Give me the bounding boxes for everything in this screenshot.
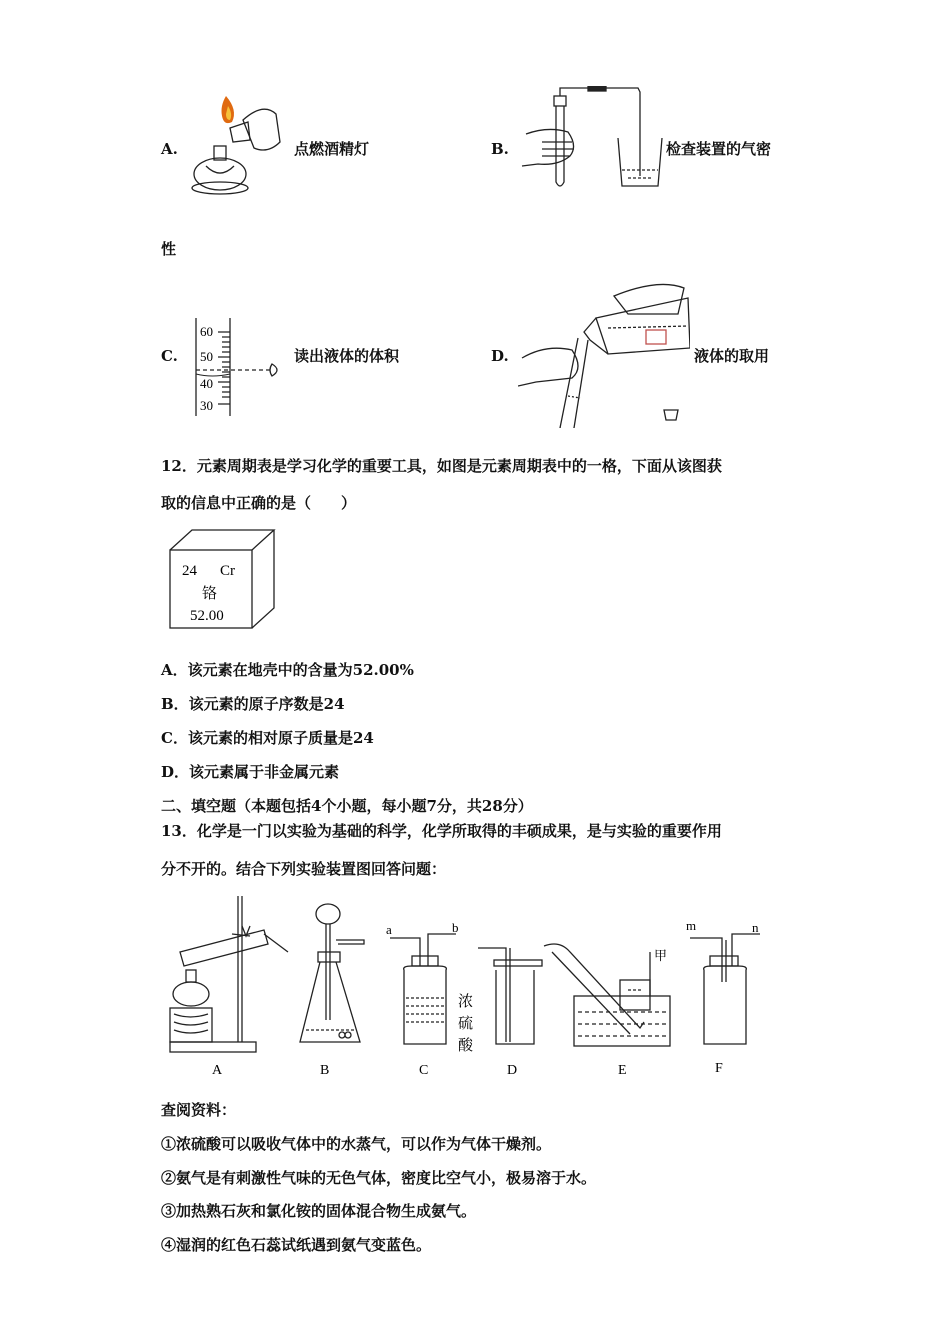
liquid-pouring-figure [518, 278, 690, 428]
eye-icon [270, 364, 277, 376]
cylinder-tick-label: 50 [200, 349, 213, 364]
cylinder-tick-label: 40 [200, 376, 213, 391]
q12-option-c: C．该元素的相对原子质量是24 [161, 729, 374, 747]
graduated-cylinder-figure [192, 318, 292, 418]
q12-option-a: A．该元素在地壳中的含量为52.00% [161, 661, 414, 679]
apparatus-label: F [715, 1061, 723, 1076]
apparatus-c [390, 934, 456, 1044]
apparatus-b [300, 904, 364, 1042]
apparatus-label: C [419, 1063, 429, 1078]
q11-option-b-letter: B. [491, 140, 509, 158]
lab-apparatus-figure [160, 890, 780, 1082]
reference-item: ④湿润的红色石蕊试纸遇到氨气变蓝色。 [161, 1236, 432, 1254]
apparatus-label: B [320, 1063, 330, 1078]
reference-item: ①浓硫酸可以吸收气体中的水蒸气，可以作为气体干燥剂。 [161, 1135, 552, 1153]
element-number: 24 [182, 563, 197, 579]
element-mass: 52.00 [190, 608, 224, 624]
q13-stem-line2: 分不开的。结合下列实验装置图回答问题： [161, 860, 447, 878]
q12-option-d: D．该元素属于非金属元素 [161, 763, 340, 781]
q11-option-d-text: 液体的取用 [694, 347, 770, 365]
q12-stem-line2: 取的信息中正确的是（ ） [161, 494, 357, 512]
alcohol-lamp-figure [188, 92, 288, 200]
q11-option-b-text: 检查装置的气密 [666, 140, 772, 158]
reference-item: ②氨气是有刺激性气味的无色气体，密度比空气小，极易溶于水。 [161, 1169, 597, 1187]
element-name: 铬 [202, 586, 218, 602]
apparatus-label: D [507, 1063, 518, 1078]
port-label-n: n [752, 920, 759, 935]
periodic-table-cell [168, 528, 278, 632]
apparatus-e [544, 944, 670, 1046]
acid-label: 硫 [458, 1016, 474, 1032]
reference-item: ③加热熟石灰和氯化铵的固体混合物生成氨气。 [161, 1202, 477, 1220]
apparatus-a [170, 896, 288, 1052]
port-label-b: b [452, 920, 459, 935]
reference-title: 查阅资料： [161, 1101, 237, 1119]
port-label-a: a [386, 922, 392, 937]
apparatus-f [690, 934, 760, 1044]
q11-option-c-text: 读出液体的体积 [294, 347, 400, 365]
apparatus-d [478, 948, 542, 1044]
label-jia: 甲 [654, 948, 668, 963]
cylinder-tick-label: 60 [200, 324, 213, 339]
q12-stem-line1: 12．元素周期表是学习化学的重要工具，如图是元素周期表中的一格，下面从该图获 [161, 457, 722, 475]
q12-option-b: B．该元素的原子序数是24 [161, 695, 345, 713]
element-symbol: Cr [220, 563, 235, 579]
section-heading: 二、填空题（本题包括4个小题，每小题7分，共28分） [161, 797, 533, 815]
q11-option-a-letter: A. [161, 140, 178, 158]
port-label-m: m [686, 918, 697, 933]
q11-option-b-text-cont: 性 [161, 240, 177, 258]
apparatus-label: E [618, 1063, 627, 1078]
acid-label: 浓 [458, 994, 474, 1010]
acid-label: 酸 [458, 1038, 474, 1054]
airtightness-check-figure [518, 86, 668, 194]
q13-stem-line1: 13．化学是一门以实验为基础的科学，化学所取得的丰硕成果，是与实验的重要作用 [161, 822, 722, 840]
q11-option-d-letter: D. [491, 347, 509, 365]
q11-option-c-letter: C. [161, 347, 178, 365]
apparatus-label: A [212, 1063, 223, 1078]
cylinder-tick-label: 30 [200, 398, 213, 413]
q11-option-a-text: 点燃酒精灯 [294, 140, 370, 158]
